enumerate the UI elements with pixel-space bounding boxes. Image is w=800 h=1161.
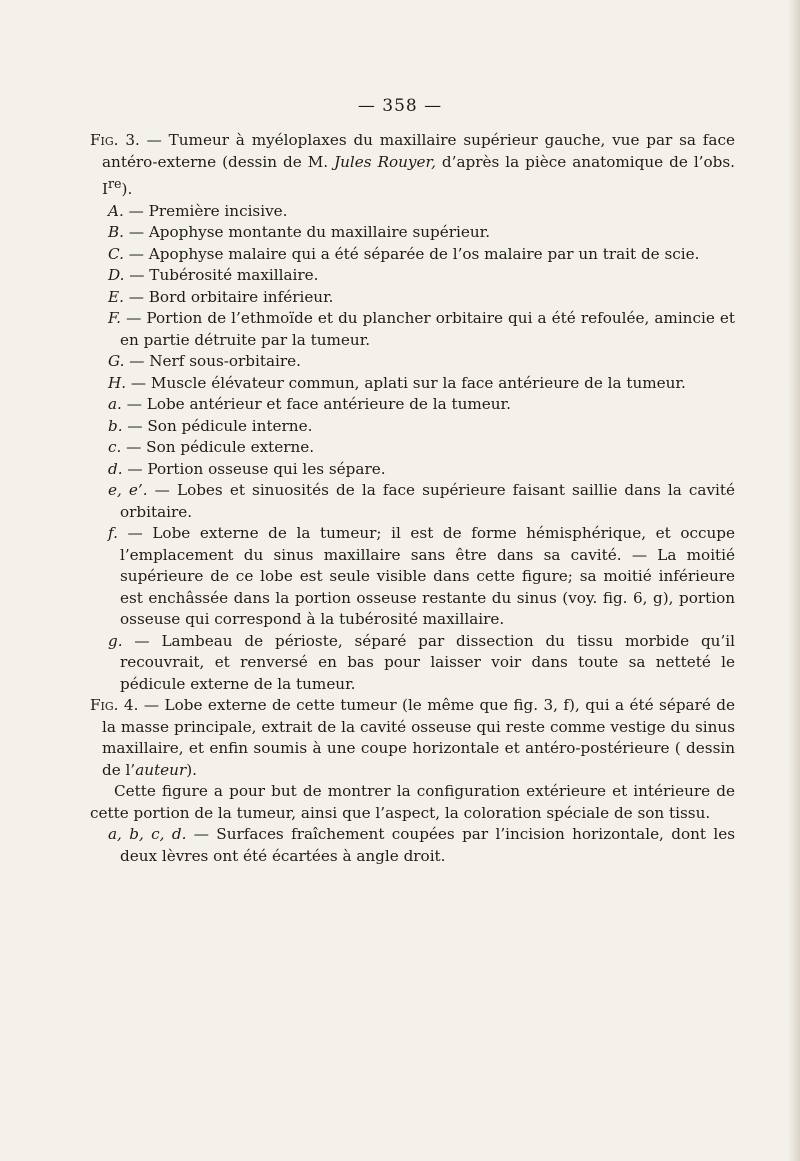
fig3-legend-entry: [90, 287, 735, 309]
entry-text: — Apophyse montante du maxillaire supérieur.: [124, 223, 491, 242]
fig3-legend-entry: [90, 308, 735, 351]
entry-key: c.: [108, 438, 122, 457]
page-number: — 358 —: [357, 96, 443, 116]
entry-key: C.: [108, 244, 124, 263]
fig4-paragraph: Cette figure a pour but de montrer la configuration extérieure et intérieure de cette portion de la tumeur, ainsi que l’aspect, la coloration spéciale de son tissu.: [90, 782, 735, 822]
fig3-text-c: ).: [121, 180, 133, 199]
entry-text: — Son pédicule externe.: [121, 438, 315, 457]
fig3-legend-entry: [90, 437, 735, 459]
entry-text: — Surfaces fraîchement coupées par l’incision horizontale, dont les deux lèvres ont été écartées à angle droit.: [120, 825, 735, 865]
entry-text: — Nerf sous-orbitaire.: [124, 352, 301, 371]
text-body: [90, 130, 735, 867]
entry-text: — Première incisive.: [123, 201, 288, 220]
entry-text: — Lambeau de périoste, séparé par dissection du tissu morbide qu’il recouvrait, et renversé en bas pour laisser voir dans toute sa netteté le pédicule externe de la tumeur.: [120, 631, 735, 693]
fig3-legend-entry: [90, 265, 735, 287]
fig3-legend-entry: [90, 394, 735, 416]
fig3-legend-entry: [90, 459, 735, 481]
fig3-sup: re: [108, 176, 122, 191]
entry-text: — Portion de l’ethmoïde et du plancher orbitaire qui a été refoulée, amincie et en partie détruite par la tumeur.: [120, 309, 735, 349]
entry-key: D.: [108, 266, 125, 285]
fig4-label: Fig. 4.: [90, 696, 139, 715]
fig3-legend-entry: [90, 244, 735, 266]
fig3-caption: [90, 130, 735, 201]
entry-key: B.: [108, 223, 124, 242]
entry-key: e, e’.: [108, 481, 148, 500]
entry-key: A.: [108, 201, 124, 220]
entry-text: — Tubérosité maxillaire.: [124, 266, 319, 285]
fig3-label: Fig. 3.: [90, 131, 140, 149]
fig3-legend-entry: [90, 351, 735, 373]
entry-text: — Son pédicule interne.: [122, 416, 313, 435]
fig3-legend-entry: [90, 416, 735, 438]
fig3-legend-entry: [90, 373, 735, 395]
entry-key: a, b, c, d.: [108, 825, 187, 844]
fig3-text-a: — Tumeur à myéloplaxes du maxillaire supérieur gauche, vue par sa face antéro-externe (dessin de M.: [102, 131, 735, 171]
entry-key: F.: [108, 309, 121, 328]
entry-text: — Lobes et sinuosités de la face supérieure faisant saillie dans la cavité orbitaire.: [120, 481, 735, 521]
fig3-legend-entry: [90, 480, 735, 523]
entry-key: E.: [108, 287, 124, 306]
entry-key: G.: [108, 352, 125, 371]
fig3-legend-entry: [90, 222, 735, 244]
fig3-text-b: d’après la pièce anatomique de l’obs. I: [102, 152, 735, 199]
entry-text: — Portion osseuse qui les sépare.: [122, 459, 386, 478]
entry-text: — Muscle élévateur commun, aplati sur la face antérieure de la tumeur.: [126, 373, 686, 392]
entry-key: f.: [108, 524, 118, 543]
entry-key: b.: [108, 416, 123, 435]
entry-text: — Lobe antérieur et face antérieure de la tumeur.: [121, 395, 511, 414]
entry-text: — Bord orbitaire inférieur.: [123, 287, 334, 306]
entry-key: g.: [108, 631, 123, 650]
fig4-author: auteur: [135, 760, 187, 779]
fig4-legend-entry: [90, 824, 735, 867]
fig4-text-a: — Lobe externe de cette tumeur (le même que fig. 3, f), qui a été séparé de la masse principale, extrait de la cavité osseuse qui reste comme vestige du sinus maxillaire, et enfin soumis à une coupe horizontale et antéro-postérieure ( dessin de l’: [102, 696, 735, 779]
fig4-caption: [90, 695, 735, 781]
fig4-text-b: ).: [186, 760, 197, 779]
fig3-legend-entry: [90, 631, 735, 696]
entry-key: a.: [108, 395, 122, 414]
entry-key: d.: [108, 459, 123, 478]
fig3-legend-entry: [90, 523, 735, 631]
entry-text: — Apophyse malaire qui a été séparée de l’os malaire par un trait de scie.: [123, 244, 700, 263]
page-edge-shadow: [788, 0, 800, 1161]
fig3-author: Jules Rouyer,: [334, 152, 436, 171]
fig3-legend: [90, 201, 735, 696]
entry-text: — Lobe externe de la tumeur; il est de forme hémisphérique, et occupe l’emplacement du sinus maxillaire sans être dans sa cavité. — La moitié supérieure de ce lobe est seule visible dans cette figure; sa moitié inférieure est enchâssée dans la portion osseuse restante du sinus (voy. fig. 6, g), portion osseuse qui correspond à la tubérosité maxillaire.: [117, 524, 735, 629]
fig3-legend-entry: [90, 201, 735, 223]
entry-key: H.: [108, 373, 127, 392]
